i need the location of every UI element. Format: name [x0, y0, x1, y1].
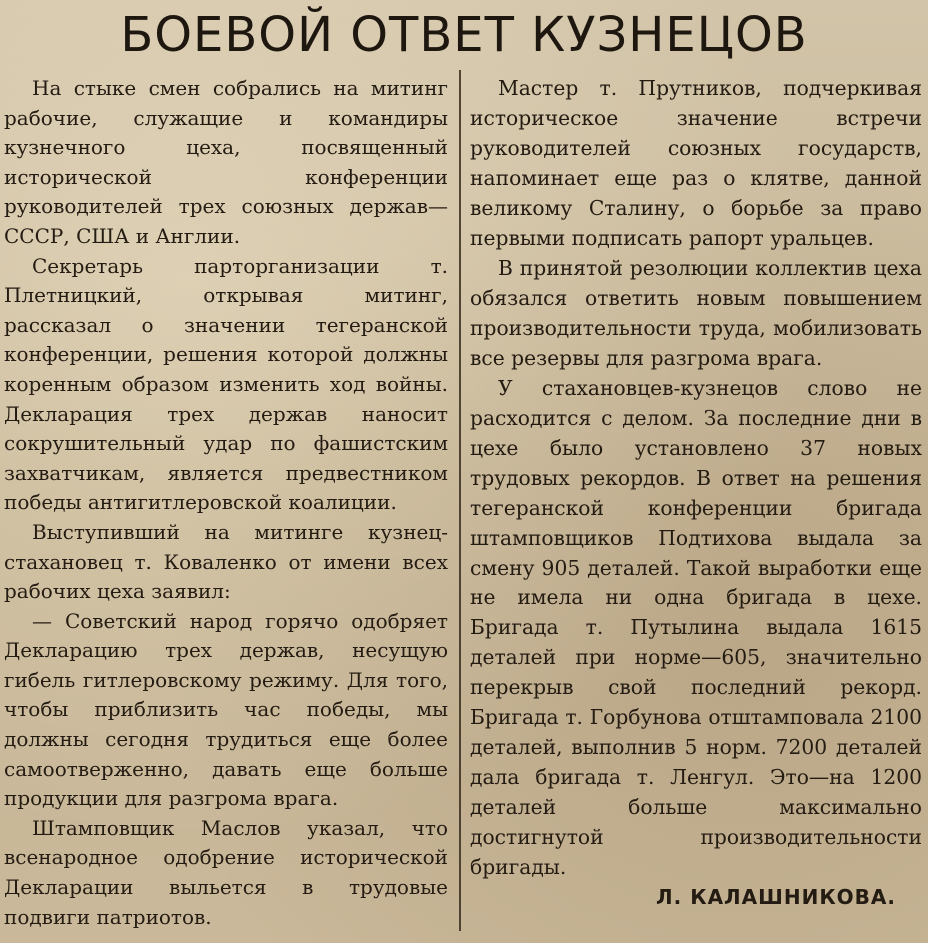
article-column-right — [470, 72, 922, 935]
article-headline: БОЕВОЙ ОТВЕТ КУЗНЕЦОВ — [120, 7, 808, 63]
article-column-left — [4, 72, 452, 935]
author-signature: Л. КАЛАШНИКОВА. — [656, 885, 896, 910]
paragraph: — Советский народ горячо одобряет Декларацию трех держав, несущую гибель гитлеровскому режиму. Для того, чтобы приблизить час победы, мы должны сегодня трудиться еще более самоотверженно, давать еще больше продукции для разгрома врага. — [4, 608, 448, 811]
column-divider — [459, 70, 461, 931]
paragraph: Штамповщик Маслов указал, что всенародное одобрение исторической Декларации выльется в трудовые подвиги патриотов. — [4, 815, 448, 929]
paragraph: Мастер т. Прутников, подчеркивая историческое значение встречи руководителей союзных государств, напоминает еще раз о клятве, данной великому Сталину, о борьбе за право первыми подписать рапорт уральцев. — [470, 76, 922, 250]
paragraph: Выступивший на митинге кузнец-стахановец т. Коваленко от имени всех рабочих цеха заявил: — [4, 519, 448, 604]
paragraph: Секретарь парторганизации т. Плетницкий, открывая митинг, рассказал о значении тегеранской конференции, решения которой должны коренным образом изменить ход войны. Декларация трех держав наносит сокрушительный удар по фашистским захватчикам, является предвестником победы антигитлеровской коалиции. — [4, 253, 448, 515]
paragraph: В принятой резолюции коллектив цеха обязался ответить новым повышением производительности труда, мобилизовать все резервы для разгрома врага. — [470, 255, 922, 370]
paragraph: У стахановцев-кузнецов слово не расходится с делом. За последние дни в цехе было установлено 37 новых трудовых рекордов. В ответ на решения тегеранской конференции бригада штамповщиков Подтихова выдала за смену 905 деталей. Такой выработки еще не имела ни одна бригада в цехе. Бригада т. Путылина выдала 1615 деталей при норме—605, значительно перекрыв свой последний рекорд. Бригада т. Горбунова отштамповала 2100 деталей, выполнив 5 норм. 7200 деталей дала бригада т. Ленгул. Это—на 1200 деталей больше максимально достигнутой производительности бригады. — [470, 375, 922, 880]
paragraph: На стыке смен собрались на митинг рабочие, служащие и командиры кузнечного цеха, посвященный исторической конференции руководителей трех союзных держав—СССР, США и Англии. — [4, 76, 448, 248]
